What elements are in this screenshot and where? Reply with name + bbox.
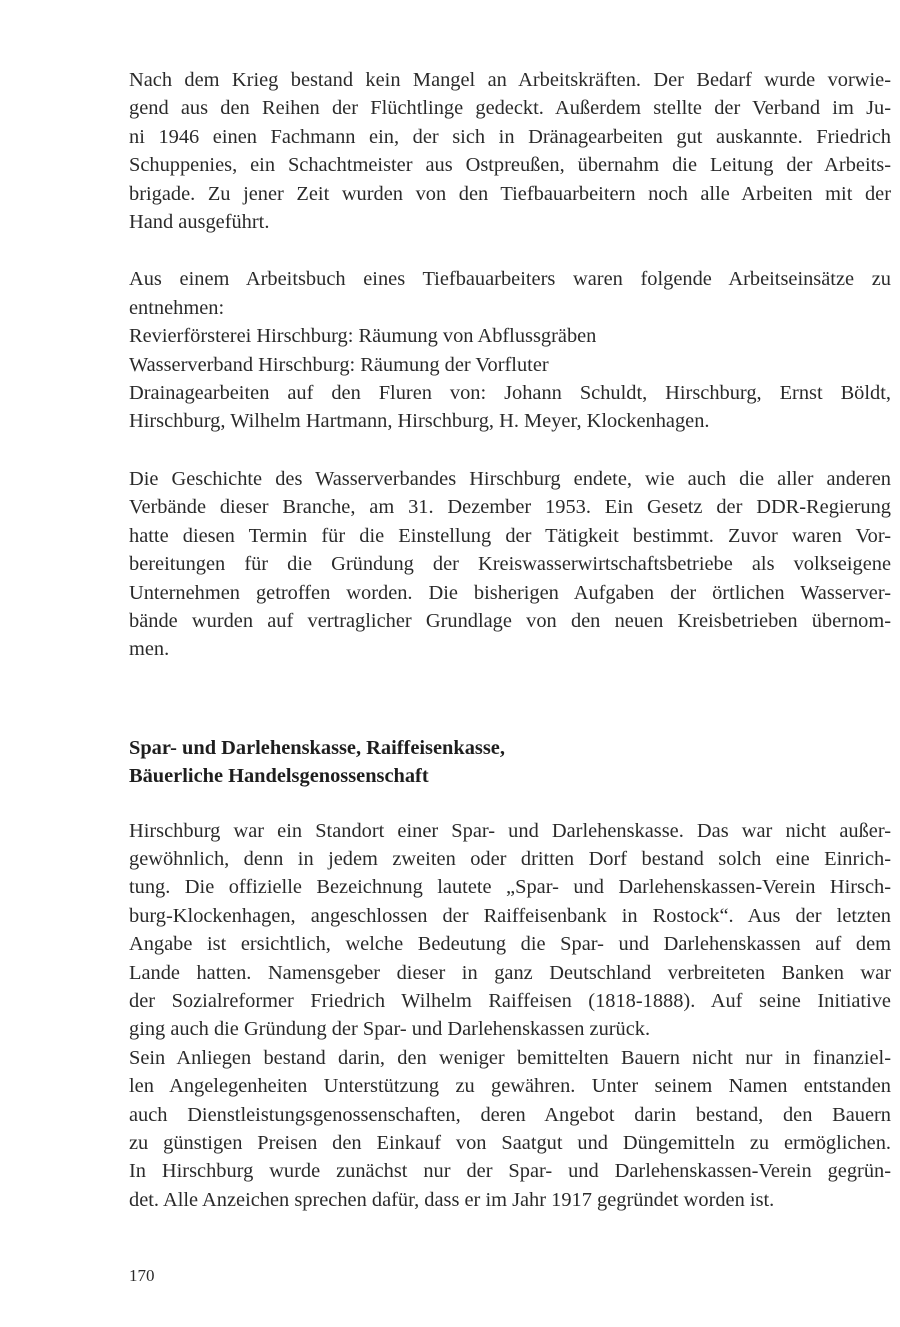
text-line: Hirschburg, Wilhelm Hartmann, Hirschburg, H. Meyer, Klockenhagen.: [129, 410, 710, 433]
text-line: Angabe ist ersichtlich, welche Bedeutung die Spar- und Darlehenskassen auf dem: [129, 933, 891, 956]
text-line: Drainagearbeiten auf den Fluren von: Johann Schuldt, Hirschburg, Ernst Böldt,: [129, 382, 891, 405]
heading-line: Bäuerliche Handelsgenossenschaft: [129, 765, 429, 788]
text-line: In Hirschburg wurde zunächst nur der Spar- und Darlehenskassen-Verein gegrün-: [129, 1160, 891, 1183]
text-line: Nach dem Krieg bestand kein Mangel an Arbeitskräften. Der Bedarf wurde vorwie-: [129, 69, 891, 91]
text-line: der Sozialreformer Friedrich Wilhelm Raiffeisen (1818-1888). Auf seine Initiative: [129, 989, 891, 1012]
text-line: Revierförsterei Hirschburg: Räumung von Abflussgräben: [129, 325, 597, 348]
text-line: auch Dienstleistungsgenossenschaften, deren Angebot darin bestand, den Bauern: [129, 1103, 891, 1126]
text-line: Verbände dieser Branche, am 31. Dezember 1953. Ein Gesetz der DDR-Regierung: [129, 496, 891, 519]
paragraph-labor-after-war: [129, 66, 891, 236]
text-line: gend aus den Reihen der Flüchtlinge gedeckt. Außerdem stellte der Verband im Ju-: [129, 97, 891, 120]
text-line: Sein Anliegen bestand darin, den weniger bemittelten Bauern nicht nur in finanziel-: [129, 1046, 891, 1069]
text-line: ni 1946 einen Fachmann ein, der sich in Dränagearbeiten gut auskannte. Friedrich: [129, 125, 891, 148]
text-line: Hirschburg war ein Standort einer Spar- und Darlehenskasse. Das war nicht außer-: [129, 819, 891, 842]
section-heading: [129, 734, 891, 791]
text-line: len Angelegenheiten Unterstützung zu gewähren. Unter seinem Namen entstanden: [129, 1075, 891, 1098]
paragraph-end-of-water-association: [129, 465, 891, 664]
text-line: bände wurden auf vertraglicher Grundlage von den neuen Kreisbetrieben übernom-: [129, 609, 891, 632]
text-line: bereitungen für die Gründung der Kreiswasserwirtschaftsbetriebe als volkseigene: [129, 553, 891, 576]
text-line: burg-Klockenhagen, angeschlossen der Raiffeisenbank in Rostock“. Aus der letzten: [129, 904, 891, 927]
text-line: hatte diesen Termin für die Einstellung der Tätigkeit bestimmt. Zuvor waren Vor-: [129, 524, 891, 547]
text-line: men.: [129, 638, 170, 661]
section-spacer: [129, 664, 891, 734]
text-line: zu günstigen Preisen den Einkauf von Saatgut und Düngemitteln zu ermöglichen.: [129, 1132, 891, 1154]
paragraph-workbook-entries: [129, 265, 891, 435]
text-line: brigade. Zu jener Zeit wurden von den Tiefbauarbeitern noch alle Arbeiten mit der: [129, 182, 891, 205]
text-line: det. Alle Anzeichen sprechen dafür, dass er im Jahr 1917 gegründet worden ist.: [129, 1188, 775, 1211]
text-line: Schuppenies, ein Schachtmeister aus Ostpreußen, übernahm die Leitung der Arbeits-: [129, 154, 891, 177]
paragraph-savings-bank: [129, 817, 891, 1215]
text-line: Hand ausgeführt.: [129, 211, 270, 234]
text-line: gewöhnlich, denn in jedem zweiten oder dritten Dorf bestand solch eine Einrich-: [129, 847, 891, 870]
text-line: ging auch die Gründung der Spar- und Darlehenskassen zurück.: [129, 1018, 651, 1041]
text-line: Lande hatten. Namensgeber dieser in ganz Deutschland verbreiteten Banken war: [129, 961, 891, 984]
heading-spacer: [129, 791, 891, 817]
page-number: 170: [129, 1266, 155, 1285]
text-line: tung. Die offizielle Bezeichnung lautete „Spar- und Darlehenskassen-Verein Hirsch-: [129, 876, 891, 899]
text-line: entnehmen:: [129, 296, 225, 319]
text-line: Die Geschichte des Wasserverbandes Hirschburg endete, wie auch die aller anderen: [129, 467, 891, 490]
paragraph-spacer: [129, 436, 891, 465]
page-content: [129, 66, 891, 1214]
text-line: Aus einem Arbeitsbuch eines Tiefbauarbeiters waren folgende Arbeitseinsätze zu: [129, 268, 891, 291]
text-line: Unternehmen getroffen worden. Die bisherigen Aufgaben der örtlichen Wasserver-: [129, 581, 891, 604]
heading-line: Spar- und Darlehenskasse, Raiffeisenkasse,: [129, 736, 505, 759]
paragraph-spacer: [129, 236, 891, 265]
text-line: Wasserverband Hirschburg: Räumung der Vorfluter: [129, 353, 549, 376]
